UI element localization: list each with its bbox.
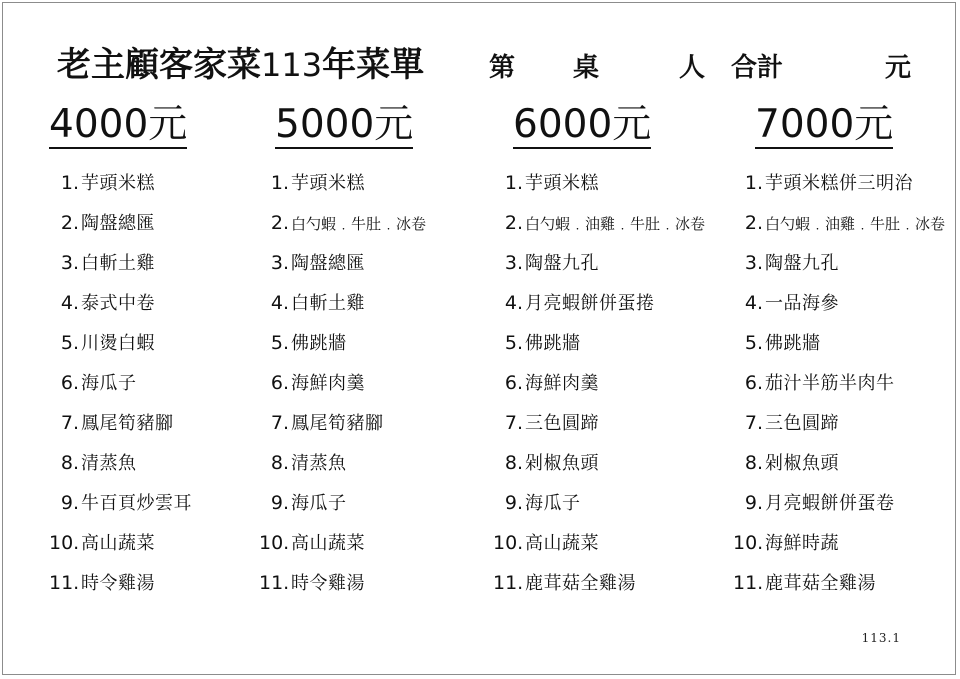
dish-item: [49, 403, 259, 443]
dish-number: 11.: [49, 572, 80, 594]
table-number-label: 第: [489, 53, 516, 83]
currency-unit-label: 元: [885, 53, 912, 83]
dish-item: [493, 363, 703, 403]
dish-name: 白勺蝦﹒油雞﹒牛肚﹒冰卷: [525, 215, 706, 233]
dish-item: [493, 283, 703, 323]
dish-number: 3.: [744, 252, 763, 274]
menu-title: [57, 37, 424, 86]
dish-number: 2.: [504, 212, 523, 234]
dish-item: [733, 443, 943, 483]
dish-name: 白勺蝦﹒牛肚﹒冰卷: [291, 215, 427, 233]
dish-name: 海鮮時蔬: [765, 533, 839, 554]
dish-number: 8.: [270, 452, 289, 474]
dish-name: 佛跳牆: [765, 333, 821, 354]
dish-item: [733, 563, 943, 603]
dish-number: 6.: [270, 372, 289, 394]
dish-number: 4.: [744, 292, 763, 314]
dish-item: [733, 163, 943, 203]
menu-column-5000: [259, 103, 469, 603]
dish-number: 9.: [270, 492, 289, 514]
dish-list: [733, 163, 946, 603]
dish-number: 3.: [270, 252, 289, 274]
dish-item: [49, 243, 259, 283]
dish-item: [733, 523, 943, 563]
dish-number: 1.: [504, 172, 523, 194]
dish-number: 4.: [270, 292, 289, 314]
dish-item: [259, 363, 469, 403]
dish-item: [493, 523, 703, 563]
dish-name: 高山蔬菜: [525, 533, 599, 554]
menu-sheet: [2, 2, 956, 675]
dish-name: 川燙白蝦: [81, 333, 155, 354]
dish-item: [493, 563, 703, 603]
dish-name: 茄汁半筋半肉牛: [765, 373, 895, 394]
dish-item: [49, 523, 259, 563]
dish-number: 7.: [744, 412, 763, 434]
dish-item: [733, 403, 943, 443]
dish-number: 1.: [60, 172, 79, 194]
dish-item: [259, 483, 469, 523]
dish-name: 泰式中卷: [81, 293, 155, 314]
dish-item: [493, 163, 703, 203]
dish-name: 佛跳牆: [525, 333, 581, 354]
price-label: 5000元: [275, 102, 414, 147]
menu-title-prefix: 老主顧客家菜: [57, 45, 261, 85]
dish-number: 3.: [60, 252, 79, 274]
price-heading: [275, 103, 413, 149]
dish-number: 9.: [744, 492, 763, 514]
dish-number: 5.: [744, 332, 763, 354]
dish-number: 1.: [270, 172, 289, 194]
dish-number: 9.: [504, 492, 523, 514]
menu-title-year: 113: [261, 46, 323, 84]
dish-number: 10.: [733, 532, 764, 554]
dish-item: [493, 443, 703, 483]
dish-number: 4.: [60, 292, 79, 314]
dish-item: [493, 203, 706, 243]
dish-number: 7.: [270, 412, 289, 434]
dish-item: [733, 203, 946, 243]
dish-number: 5.: [504, 332, 523, 354]
dish-name: 芋頭米糕: [525, 173, 599, 194]
dish-name: 三色圓蹄: [525, 413, 599, 434]
dish-name: 陶盤總匯: [291, 253, 365, 274]
dish-item: [259, 163, 469, 203]
dish-item: [493, 323, 703, 363]
dish-item: [733, 323, 943, 363]
dish-item: [49, 203, 259, 243]
dish-number: 9.: [60, 492, 79, 514]
dish-number: 3.: [504, 252, 523, 274]
dish-name: 高山蔬菜: [81, 533, 155, 554]
table-unit-label: 桌: [573, 53, 600, 83]
dish-item: [733, 283, 943, 323]
dish-name: 牛百頁炒雲耳: [81, 493, 192, 514]
people-unit-label: 人: [679, 53, 706, 83]
dish-name: 陶盤九孔: [525, 253, 599, 274]
dish-name: 月亮蝦餅併蛋卷: [765, 493, 895, 514]
dish-item: [733, 363, 943, 403]
dish-number: 10.: [493, 532, 524, 554]
dish-name: 芋頭米糕: [291, 173, 365, 194]
dish-name: 剁椒魚頭: [525, 453, 599, 474]
dish-number: 8.: [744, 452, 763, 474]
dish-name: 鳳尾筍豬腳: [291, 413, 384, 434]
price-underline: [275, 147, 413, 149]
dish-number: 4.: [504, 292, 523, 314]
dish-name: 芋頭米糕併三明治: [765, 173, 913, 194]
dish-item: [259, 323, 469, 363]
price-underline: [755, 147, 893, 149]
dish-number: 6.: [60, 372, 79, 394]
dish-item: [259, 443, 469, 483]
dish-item: [259, 563, 469, 603]
dish-item: [493, 243, 703, 283]
dish-item: [49, 563, 259, 603]
dish-number: 1.: [744, 172, 763, 194]
dish-name: 鹿茸菇全雞湯: [765, 573, 876, 594]
dish-name: 陶盤總匯: [81, 213, 155, 234]
dish-number: 11.: [259, 572, 290, 594]
dish-name: 白斬土雞: [291, 293, 365, 314]
dish-name: 鹿茸菇全雞湯: [525, 573, 636, 594]
dish-name: 陶盤九孔: [765, 253, 839, 274]
dish-number: 6.: [744, 372, 763, 394]
dish-number: 7.: [504, 412, 523, 434]
menu-column-4000: [49, 103, 259, 603]
price-heading: [49, 103, 187, 149]
price-underline: [513, 147, 651, 149]
dish-item: [49, 163, 259, 203]
dish-name: 清蒸魚: [81, 453, 137, 474]
dish-name: 海瓜子: [81, 373, 137, 394]
dish-item: [733, 243, 943, 283]
menu-column-7000: [733, 102, 946, 603]
dish-item: [49, 323, 259, 363]
dish-number: 2.: [270, 212, 289, 234]
dish-number: 11.: [733, 572, 764, 594]
price-underline: [49, 147, 187, 149]
dish-item: [49, 483, 259, 523]
dish-number: 5.: [270, 332, 289, 354]
price-heading: [755, 103, 893, 149]
dish-name: 海鮮肉羹: [291, 373, 365, 394]
dish-item: [259, 403, 469, 443]
dish-name: 清蒸魚: [291, 453, 347, 474]
dish-number: 7.: [60, 412, 79, 434]
menu-title-suffix: 年菜單: [322, 45, 425, 85]
menu-column-6000: [493, 102, 706, 603]
dish-name: 時令雞湯: [291, 573, 365, 594]
dish-number: 2.: [744, 212, 763, 234]
dish-item: [259, 203, 469, 243]
dish-item: [49, 363, 259, 403]
total-label: 合計: [731, 53, 784, 83]
dish-name: 白勺蝦﹒油雞﹒牛肚﹒冰卷: [765, 215, 946, 233]
dish-number: 6.: [504, 372, 523, 394]
dish-item: [493, 483, 703, 523]
dish-name: 月亮蝦餅併蛋捲: [525, 293, 655, 314]
dish-name: 三色圓蹄: [765, 413, 839, 434]
price-heading: [513, 103, 651, 149]
dish-number: 11.: [493, 572, 524, 594]
dish-number: 10.: [49, 532, 80, 554]
dish-item: [733, 483, 943, 523]
dish-item: [49, 443, 259, 483]
dish-name: 白斬土雞: [81, 253, 155, 274]
dish-item: [49, 283, 259, 323]
dish-name: 海瓜子: [291, 493, 347, 514]
dish-number: 8.: [504, 452, 523, 474]
dish-name: 芋頭米糕: [81, 173, 155, 194]
dish-number: 10.: [259, 532, 290, 554]
dish-item: [259, 523, 469, 563]
dish-list: [49, 163, 259, 603]
version-label: 113.1: [861, 631, 901, 645]
dish-name: 高山蔬菜: [291, 533, 365, 554]
dish-name: 一品海參: [765, 293, 839, 314]
dish-list: [259, 163, 469, 603]
dish-item: [493, 403, 703, 443]
dish-name: 時令雞湯: [81, 573, 155, 594]
dish-name: 海瓜子: [525, 493, 581, 514]
dish-list: [493, 163, 706, 603]
dish-name: 海鮮肉羹: [525, 373, 599, 394]
dish-name: 佛跳牆: [291, 333, 347, 354]
dish-item: [259, 243, 469, 283]
price-label: 4000元: [49, 102, 188, 147]
price-label: 7000元: [755, 102, 894, 147]
price-label: 6000元: [513, 102, 652, 147]
dish-name: 剁椒魚頭: [765, 453, 839, 474]
dish-number: 2.: [60, 212, 79, 234]
dish-item: [259, 283, 469, 323]
dish-number: 8.: [60, 452, 79, 474]
dish-name: 鳳尾筍豬腳: [81, 413, 174, 434]
dish-number: 5.: [60, 332, 79, 354]
